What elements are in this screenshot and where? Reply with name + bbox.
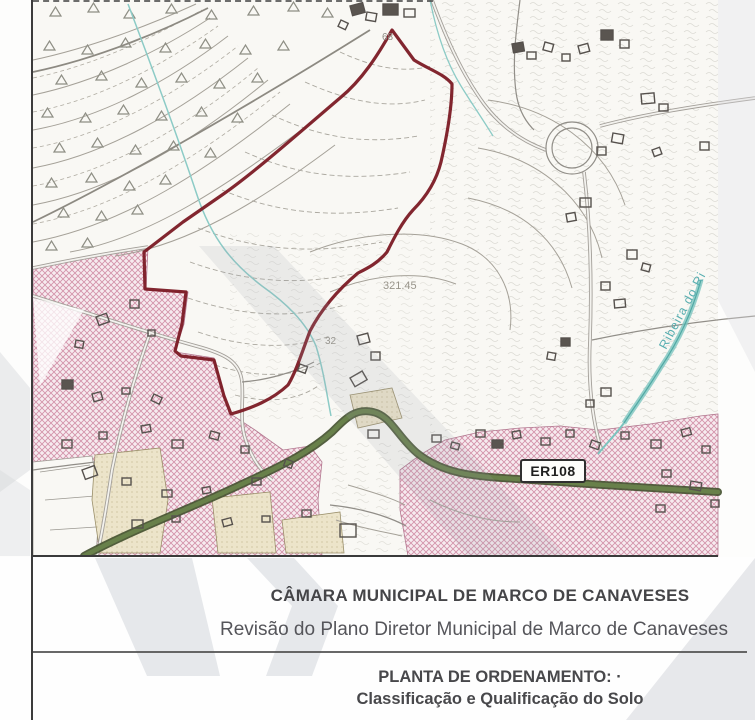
elevation-label-low: 32 bbox=[325, 336, 337, 347]
fields bbox=[33, 456, 100, 556]
map-bottom-border bbox=[33, 555, 718, 557]
page-left-border bbox=[31, 0, 33, 720]
elevation-label-center: 321.45 bbox=[383, 280, 417, 292]
map-top-edge-marks bbox=[33, 0, 433, 2]
title-block-divider bbox=[33, 651, 747, 653]
plan-revision-subtitle: Revisão do Plano Diretor Municipal de Marco de Canaveses bbox=[220, 619, 728, 640]
plan-title bbox=[200, 666, 755, 710]
plan-title-line2: Classificação e Qualificação do Solo bbox=[356, 690, 644, 708]
er108-road-badge bbox=[521, 460, 585, 482]
organization-title: CÂMARA MUNICIPAL DE MARCO DE CANAVESES bbox=[270, 586, 690, 605]
plan-title-line1: PLANTA DE ORDENAMENTO: · bbox=[378, 668, 622, 686]
er108-road-badge-label: ER108 bbox=[530, 463, 576, 479]
stream-name-label: Ribeira do Ri bbox=[656, 269, 709, 352]
elevation-label-top: 68 bbox=[382, 32, 394, 43]
